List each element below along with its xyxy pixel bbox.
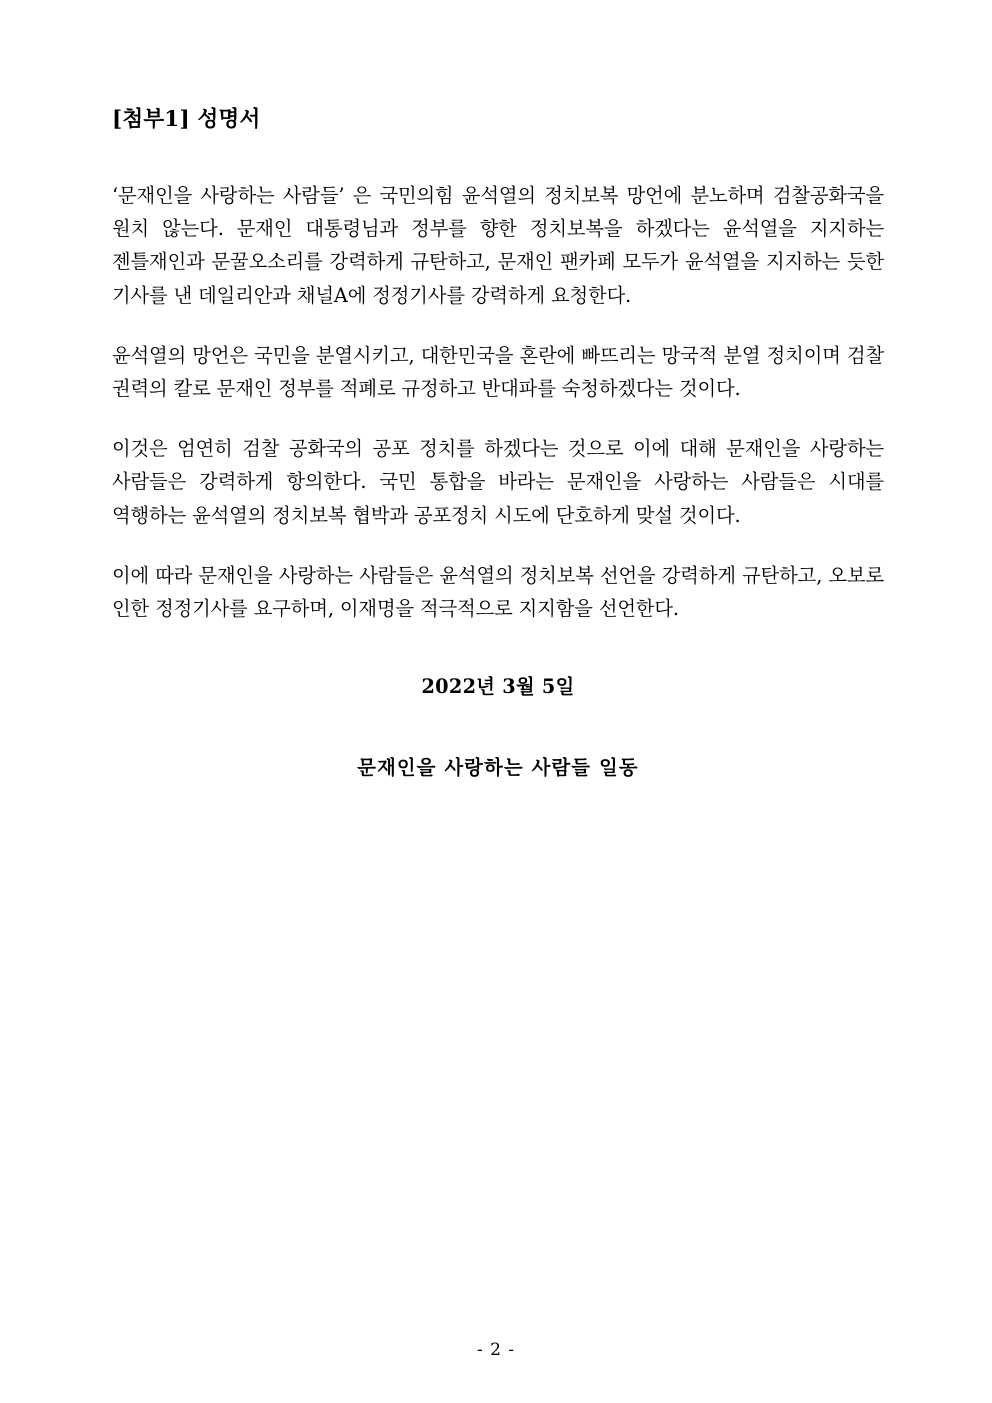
- document-body: [112, 179, 884, 625]
- signature-name: 문재인을 사랑하는 사람들 일동: [357, 755, 639, 779]
- paragraph: 이것은 엄연히 검찰 공화국의 공포 정치를 하겠다는 것으로 이에 대해 문재인을 사랑하는 사람들은 강력하게 항의한다. 국민 통합을 바라는 문재인을 사랑하는 사람들은 시대를 역행하는 윤석열의 정치보복 협박과 공포정치 시도에 단호하게 맞설 것이다.: [112, 437, 884, 527]
- paragraph: 이에 따라 문재인을 사랑하는 사람들은 윤석열의 정치보복 선언을 강력하게 규탄하고, 오보로 인한 정정기사를 요구하며, 이재명을 적극적으로 지지함을 선언한다.: [112, 563, 884, 620]
- page-number: - 2 -: [476, 1340, 516, 1360]
- signature-date: 2022년 3월 5일: [421, 675, 575, 699]
- paragraph: ‘문재인을 사랑하는 사람들’ 은 국민의힘 윤석열의 정치보복 망언에 분노하며 검찰공화국을 원치 않는다. 문재인 대통령님과 정부를 향한 정치보복을 하겠다는 윤석열을 지지하는 젠틀재인과 문꿀오소리를 강력하게 규탄하고, 문재인 팬카페 모두가 윤석열을 지지하는 듯한 기사를 낸 데일리안과 채널A에 정정기사를 강력하게 요청한다.: [112, 184, 884, 307]
- signature-block: [112, 671, 884, 785]
- paragraph: 윤석열의 망언은 국민을 분열시키고, 대한민국을 혼란에 빠뜨리는 망국적 분열 정치이며 검찰 권력의 칼로 문재인 정부를 적폐로 규정하고 반대파를 숙청하겠다는 것이다.: [112, 343, 884, 401]
- page-title: [첨부1] 성명서: [112, 107, 261, 132]
